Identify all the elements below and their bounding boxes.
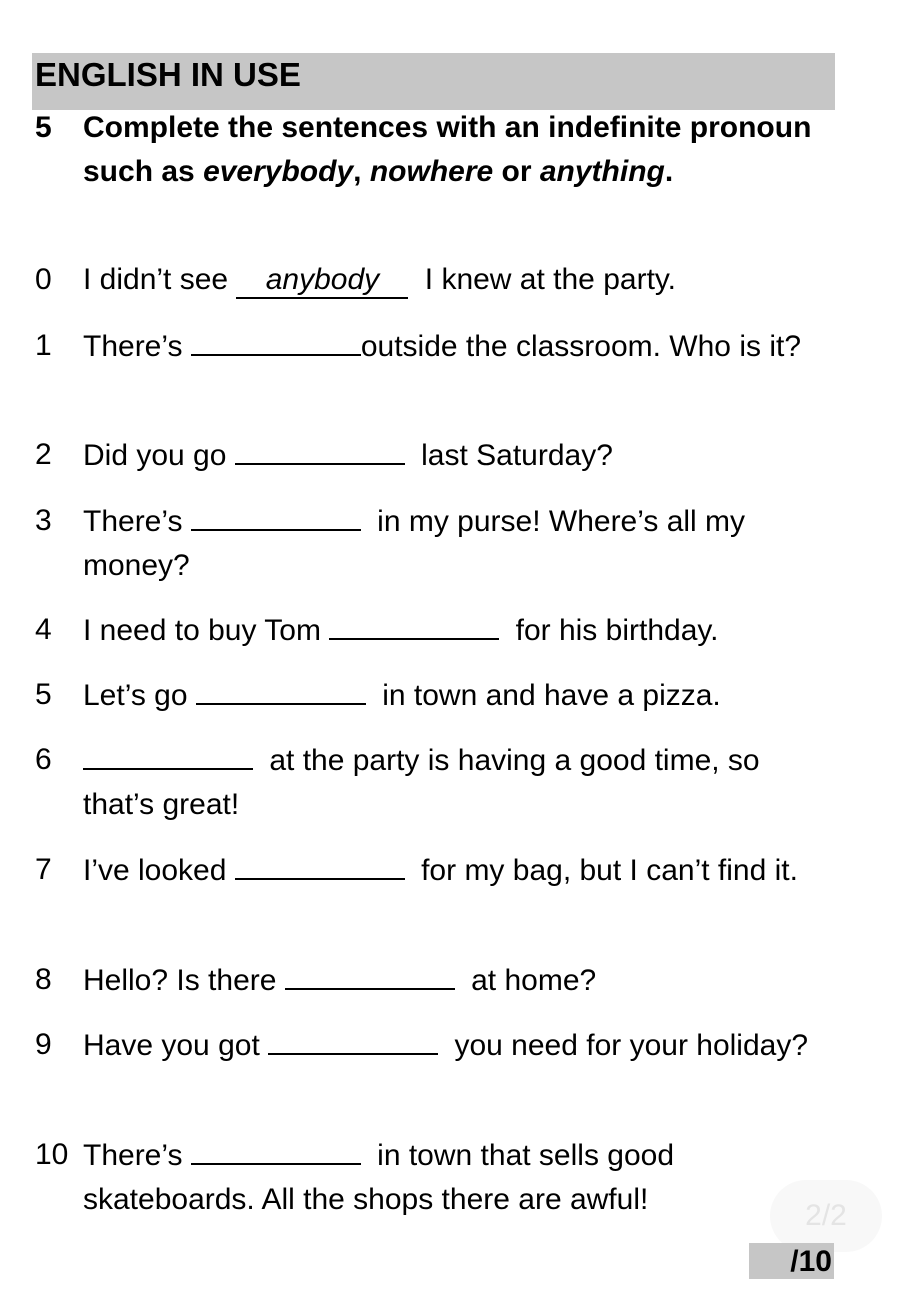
- question-number: 4: [35, 613, 52, 646]
- answer-blank[interactable]: [268, 1023, 438, 1055]
- section-title: ENGLISH IN USE: [35, 56, 301, 93]
- question-number: 8: [35, 963, 52, 996]
- question-6: at the party is having a good time, so that’s great!: [83, 738, 833, 827]
- question-7: I’ve looked for my bag, but I can’t find it.: [83, 848, 833, 893]
- question-8: Hello? Is there at home?: [83, 958, 833, 1003]
- answer-blank[interactable]: [235, 848, 405, 880]
- page-indicator: 2/2: [770, 1180, 882, 1252]
- score-box: [749, 1243, 834, 1279]
- answer-blank[interactable]: [196, 673, 366, 705]
- example-word: anything: [539, 155, 665, 188]
- question-number: 7: [35, 853, 52, 886]
- question-3: There’s in my purse! Where’s all my money?: [83, 499, 833, 588]
- answer-blank[interactable]: [285, 958, 455, 990]
- exercise-instruction: Complete the sentences with an indefinite pronoun such as everybody, nowhere or anything.: [83, 111, 812, 188]
- question-number: 1: [35, 329, 52, 362]
- example-word: nowhere: [369, 155, 494, 188]
- example-answer: anybody: [236, 263, 408, 299]
- answer-blank[interactable]: [235, 433, 405, 465]
- question-5: Let’s go in town and have a pizza.: [83, 673, 833, 718]
- answer-blank[interactable]: [191, 324, 361, 356]
- question-2: Did you go last Saturday?: [83, 433, 833, 478]
- answer-blank[interactable]: [83, 738, 253, 770]
- question-number: 10: [35, 1138, 69, 1171]
- score-label: /10: [790, 1245, 832, 1278]
- question-1: There’s outside the classroom. Who is it?: [83, 324, 833, 369]
- question-number: 3: [35, 504, 52, 537]
- question-4: I need to buy Tom for his birthday.: [83, 608, 833, 653]
- question-9: Have you got you need for your holiday?: [83, 1023, 833, 1068]
- question-number: 2: [35, 438, 52, 471]
- exercise-number: 5: [35, 111, 52, 144]
- question-0: I didn’t see anybody I knew at the party.: [83, 258, 833, 302]
- question-number: 0: [35, 263, 52, 296]
- example-word: everybody: [203, 155, 354, 188]
- question-number: 6: [35, 743, 52, 776]
- question-number: 5: [35, 678, 52, 711]
- instruction-text: Complete the sentences with an indefinite pronoun such as: [83, 111, 812, 188]
- answer-blank[interactable]: [329, 608, 499, 640]
- question-number: 9: [35, 1028, 52, 1061]
- question-10: There’s in town that sells good skateboards. All the shops there are awful!: [83, 1133, 723, 1222]
- answer-blank[interactable]: [191, 499, 361, 531]
- answer-blank[interactable]: [191, 1133, 361, 1165]
